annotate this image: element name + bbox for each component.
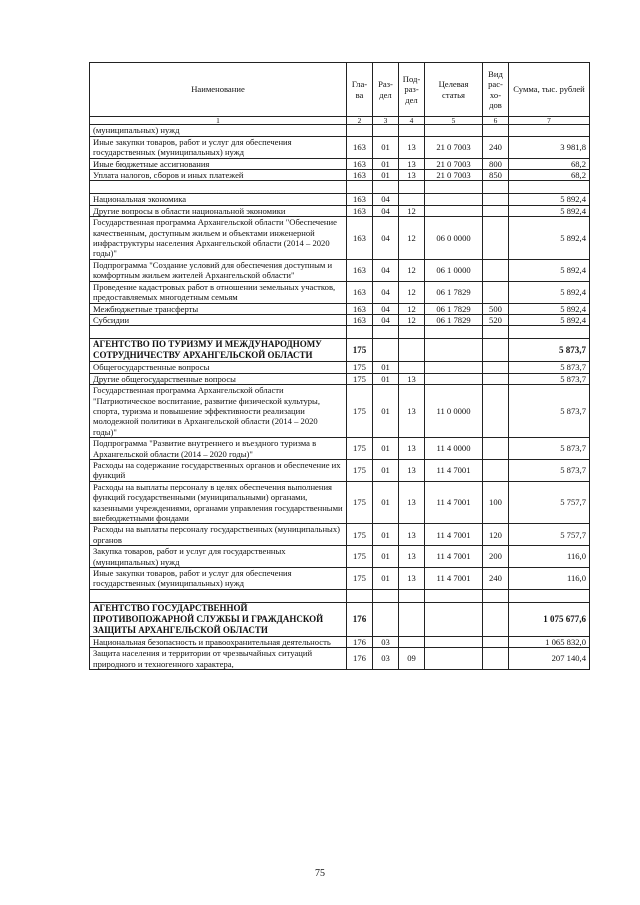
row-razdel: [373, 589, 399, 602]
row-vid: 850: [483, 170, 509, 181]
row-name: (муниципальных) нужд: [90, 125, 347, 136]
row-sum: 5 873,7: [509, 459, 590, 481]
row-name: Другие общегосударственные вопросы: [90, 373, 347, 384]
row-target: [425, 636, 483, 647]
row-sum: 5 892,4: [509, 303, 590, 314]
row-sum: 207 140,4: [509, 648, 590, 670]
row-name: Общегосударственные вопросы: [90, 362, 347, 373]
row-glava: 175: [347, 459, 373, 481]
row-sum: 68,2: [509, 170, 590, 181]
table-row: [90, 524, 590, 546]
row-sum: 5 892,4: [509, 281, 590, 303]
row-vid: [483, 217, 509, 260]
row-name: Подпрограмма "Создание условий для обеспечения доступным и комфортным жильем жителей Архангельской области": [90, 259, 347, 281]
row-vid: [483, 648, 509, 670]
header-razdel: Раз-дел: [373, 63, 399, 117]
header-target: Целевая статья: [425, 63, 483, 117]
table-body: [90, 125, 590, 670]
row-sum: 5 757,7: [509, 481, 590, 524]
row-vid: 240: [483, 568, 509, 590]
row-glava: 163: [347, 314, 373, 325]
row-target: 11 4 0000: [425, 438, 483, 460]
table-row: [90, 217, 590, 260]
row-podrazdel: [399, 362, 425, 373]
row-sum: 5 873,7: [509, 373, 590, 384]
row-sum: 5 892,4: [509, 217, 590, 260]
table-row: [90, 158, 590, 169]
row-vid: 800: [483, 158, 509, 169]
row-vid: [483, 259, 509, 281]
row-glava: [347, 181, 373, 194]
row-podrazdel: 12: [399, 314, 425, 325]
row-glava: 175: [347, 339, 373, 362]
row-glava: 163: [347, 194, 373, 205]
column-number-row: [90, 117, 590, 125]
row-razdel: 01: [373, 385, 399, 438]
row-vid: [483, 373, 509, 384]
row-name: Уплата налогов, сборов и иных платежей: [90, 170, 347, 181]
row-sum: 3 981,8: [509, 136, 590, 158]
row-name: АГЕНТСТВО ГОСУДАРСТВЕННОЙ ПРОТИВОПОЖАРНОЙ СЛУЖБЫ И ГРАЖДАНСКОЙ ЗАЩИТЫ АРХАНГЕЛЬСКОЙ ОБЛАСТИ: [90, 602, 347, 636]
row-podrazdel: 13: [399, 158, 425, 169]
row-target: 11 4 7001: [425, 546, 483, 568]
row-name: Государственная программа Архангельской области "Обеспечение качественным, доступным жильем и объектами инженерной инфраструктуры населения Архангельской области (2014 – 2020 годы)": [90, 217, 347, 260]
table-row: [90, 362, 590, 373]
row-glava: 175: [347, 438, 373, 460]
row-name: Расходы на выплаты персоналу в целях обеспечения выполнения функций государственными (муниципальными) органами, казенными учреждениями, органами управления государственными внебюджетными фондами: [90, 481, 347, 524]
row-podrazdel: 13: [399, 385, 425, 438]
budget-table: [89, 62, 590, 670]
row-podrazdel: [399, 339, 425, 362]
row-glava: 175: [347, 385, 373, 438]
row-sum: 5 892,4: [509, 194, 590, 205]
table-row: [90, 385, 590, 438]
table-row: [90, 303, 590, 314]
row-vid: 120: [483, 524, 509, 546]
row-sum: [509, 326, 590, 339]
row-target: 06 1 0000: [425, 259, 483, 281]
row-name: Государственная программа Архангельской области "Патриотическое воспитание, развитие физической культуры, спорта, туризма и повышение эффективности реализации молодежной политики в Архангельской области (2014 – 2020 годы)": [90, 385, 347, 438]
spacer-row: [90, 589, 590, 602]
row-glava: 163: [347, 217, 373, 260]
spacer-row: [90, 326, 590, 339]
row-name: Межбюджетные трансферты: [90, 303, 347, 314]
row-vid: [483, 602, 509, 636]
row-glava: 163: [347, 281, 373, 303]
row-vid: [483, 589, 509, 602]
row-vid: 200: [483, 546, 509, 568]
header-glava: Гла-ва: [347, 63, 373, 117]
row-glava: [347, 589, 373, 602]
row-podrazdel: [399, 602, 425, 636]
row-glava: 163: [347, 303, 373, 314]
row-sum: 5 873,7: [509, 339, 590, 362]
row-podrazdel: 13: [399, 481, 425, 524]
row-name: Закупка товаров, работ и услуг для государственных (муниципальных) нужд: [90, 546, 347, 568]
table-row: [90, 568, 590, 590]
row-podrazdel: 12: [399, 259, 425, 281]
row-target: 21 0 7003: [425, 158, 483, 169]
row-podrazdel: 13: [399, 136, 425, 158]
row-razdel: [373, 181, 399, 194]
row-sum: 5 873,7: [509, 438, 590, 460]
table-row: [90, 438, 590, 460]
row-target: [425, 648, 483, 670]
row-razdel: 04: [373, 217, 399, 260]
row-sum: 1 075 677,6: [509, 602, 590, 636]
row-vid: 100: [483, 481, 509, 524]
row-podrazdel: 13: [399, 438, 425, 460]
row-vid: 520: [483, 314, 509, 325]
table-row: [90, 546, 590, 568]
row-podrazdel: 13: [399, 524, 425, 546]
row-podrazdel: [399, 326, 425, 339]
row-podrazdel: 13: [399, 373, 425, 384]
row-sum: 5 892,4: [509, 314, 590, 325]
table-row: [90, 170, 590, 181]
row-vid: [483, 362, 509, 373]
header-row: [90, 63, 590, 117]
row-sum: [509, 589, 590, 602]
row-name: Иные закупки товаров, работ и услуг для обеспечения государственных (муниципальных) нужд: [90, 568, 347, 590]
row-podrazdel: 12: [399, 303, 425, 314]
col-number: 3: [373, 117, 399, 125]
row-razdel: 01: [373, 524, 399, 546]
row-target: [425, 181, 483, 194]
row-razdel: 01: [373, 136, 399, 158]
row-sum: 5 892,4: [509, 259, 590, 281]
row-target: [425, 589, 483, 602]
row-glava: 176: [347, 648, 373, 670]
row-name: Иные бюджетные ассигнования: [90, 158, 347, 169]
row-sum: 116,0: [509, 546, 590, 568]
row-podrazdel: [399, 125, 425, 136]
row-razdel: [373, 326, 399, 339]
row-razdel: 01: [373, 546, 399, 568]
row-podrazdel: 12: [399, 281, 425, 303]
row-podrazdel: [399, 194, 425, 205]
row-glava: [347, 326, 373, 339]
row-podrazdel: 13: [399, 546, 425, 568]
row-target: 11 4 7001: [425, 459, 483, 481]
row-razdel: [373, 339, 399, 362]
row-sum: 1 065 832,0: [509, 636, 590, 647]
table-row: [90, 339, 590, 362]
row-razdel: [373, 602, 399, 636]
row-name: АГЕНТСТВО ПО ТУРИЗМУ И МЕЖДУНАРОДНОМУ СОТРУДНИЧЕСТВУ АРХАНГЕЛЬСКОЙ ОБЛАСТИ: [90, 339, 347, 362]
row-razdel: 01: [373, 373, 399, 384]
row-podrazdel: 12: [399, 217, 425, 260]
spacer-row: [90, 181, 590, 194]
row-target: [425, 373, 483, 384]
row-vid: [483, 339, 509, 362]
row-razdel: 04: [373, 281, 399, 303]
row-glava: 176: [347, 602, 373, 636]
row-sum: 5 873,7: [509, 362, 590, 373]
row-name: Расходы на выплаты персоналу государственных (муниципальных) органов: [90, 524, 347, 546]
col-number: 4: [399, 117, 425, 125]
row-glava: 175: [347, 481, 373, 524]
row-target: 11 4 7001: [425, 524, 483, 546]
row-razdel: 01: [373, 158, 399, 169]
row-podrazdel: 13: [399, 568, 425, 590]
row-name: [90, 326, 347, 339]
row-sum: 5 757,7: [509, 524, 590, 546]
row-podrazdel: 13: [399, 170, 425, 181]
row-podrazdel: [399, 589, 425, 602]
table-row: [90, 136, 590, 158]
row-name: Другие вопросы в области национальной экономики: [90, 205, 347, 216]
row-name: Субсидии: [90, 314, 347, 325]
row-name: [90, 589, 347, 602]
row-razdel: 03: [373, 648, 399, 670]
row-vid: [483, 326, 509, 339]
row-sum: [509, 125, 590, 136]
row-target: 11 4 7001: [425, 568, 483, 590]
table-row: [90, 636, 590, 647]
row-vid: [483, 385, 509, 438]
row-podrazdel: 12: [399, 205, 425, 216]
row-name: Национальная безопасность и правоохранительная деятельность: [90, 636, 347, 647]
row-glava: 176: [347, 636, 373, 647]
row-target: 06 1 7829: [425, 281, 483, 303]
row-razdel: 01: [373, 170, 399, 181]
row-razdel: 01: [373, 568, 399, 590]
row-vid: [483, 636, 509, 647]
row-vid: [483, 181, 509, 194]
row-target: 21 0 7003: [425, 170, 483, 181]
row-target: 06 1 7829: [425, 314, 483, 325]
table-row: [90, 259, 590, 281]
row-glava: 175: [347, 524, 373, 546]
row-razdel: 04: [373, 205, 399, 216]
row-razdel: 04: [373, 314, 399, 325]
table-row: [90, 314, 590, 325]
row-razdel: 03: [373, 636, 399, 647]
row-podrazdel: 13: [399, 459, 425, 481]
row-glava: 175: [347, 546, 373, 568]
row-vid: [483, 205, 509, 216]
row-razdel: [373, 125, 399, 136]
table-row: [90, 373, 590, 384]
row-podrazdel: [399, 181, 425, 194]
row-name: Защита населения и территории от чрезвычайных ситуаций природного и техногенного характера,: [90, 648, 347, 670]
col-number: 6: [483, 117, 509, 125]
row-sum: 5 873,7: [509, 385, 590, 438]
page-number: 75: [315, 868, 325, 879]
row-razdel: 01: [373, 438, 399, 460]
row-glava: [347, 125, 373, 136]
row-name: Проведение кадастровых работ в отношении земельных участков, предоставляемых многодетным семьям: [90, 281, 347, 303]
row-sum: 68,2: [509, 158, 590, 169]
row-glava: 163: [347, 136, 373, 158]
row-target: [425, 326, 483, 339]
row-target: 11 0 0000: [425, 385, 483, 438]
row-sum: 116,0: [509, 568, 590, 590]
col-number: 7: [509, 117, 590, 125]
row-target: [425, 194, 483, 205]
col-number: 1: [90, 117, 347, 125]
row-target: [425, 362, 483, 373]
row-vid: [483, 194, 509, 205]
row-razdel: 04: [373, 259, 399, 281]
row-target: [425, 125, 483, 136]
row-name: [90, 181, 347, 194]
row-glava: 175: [347, 568, 373, 590]
row-target: 06 1 7829: [425, 303, 483, 314]
row-razdel: 01: [373, 481, 399, 524]
row-vid: 240: [483, 136, 509, 158]
row-target: 21 0 7003: [425, 136, 483, 158]
row-vid: [483, 438, 509, 460]
table-row: [90, 602, 590, 636]
row-razdel: 04: [373, 194, 399, 205]
header-sum: Сумма, тыс. рублей: [509, 63, 590, 117]
row-sum: [509, 181, 590, 194]
row-glava: 163: [347, 170, 373, 181]
row-target: 11 4 7001: [425, 481, 483, 524]
table-row: [90, 125, 590, 136]
row-vid: [483, 281, 509, 303]
row-razdel: 01: [373, 362, 399, 373]
row-glava: 163: [347, 205, 373, 216]
col-number: 2: [347, 117, 373, 125]
row-name: Иные закупки товаров, работ и услуг для обеспечения государственных (муниципальных) нужд: [90, 136, 347, 158]
table-row: [90, 194, 590, 205]
row-name: Подпрограмма "Развитие внутреннего и въездного туризма в Архангельской области (2014 – 2020 годы)": [90, 438, 347, 460]
row-razdel: 04: [373, 303, 399, 314]
header-podrazdel: Под-раз-дел: [399, 63, 425, 117]
row-target: [425, 205, 483, 216]
col-number: 5: [425, 117, 483, 125]
row-podrazdel: 09: [399, 648, 425, 670]
row-glava: 175: [347, 373, 373, 384]
row-vid: [483, 125, 509, 136]
table-row: [90, 281, 590, 303]
table-row: [90, 648, 590, 670]
row-razdel: 01: [373, 459, 399, 481]
row-target: [425, 339, 483, 362]
header-vid: Вид рас-хо-дов: [483, 63, 509, 117]
table-row: [90, 481, 590, 524]
row-vid: 500: [483, 303, 509, 314]
row-target: 06 0 0000: [425, 217, 483, 260]
row-name: Национальная экономика: [90, 194, 347, 205]
table-row: [90, 205, 590, 216]
row-glava: 163: [347, 158, 373, 169]
header-name: Наименование: [90, 63, 347, 117]
row-sum: 5 892,4: [509, 205, 590, 216]
row-glava: 175: [347, 362, 373, 373]
table-row: [90, 459, 590, 481]
row-target: [425, 602, 483, 636]
row-name: Расходы на содержание государственных органов и обеспечение их функций: [90, 459, 347, 481]
row-vid: [483, 459, 509, 481]
row-podrazdel: [399, 636, 425, 647]
row-glava: 163: [347, 259, 373, 281]
